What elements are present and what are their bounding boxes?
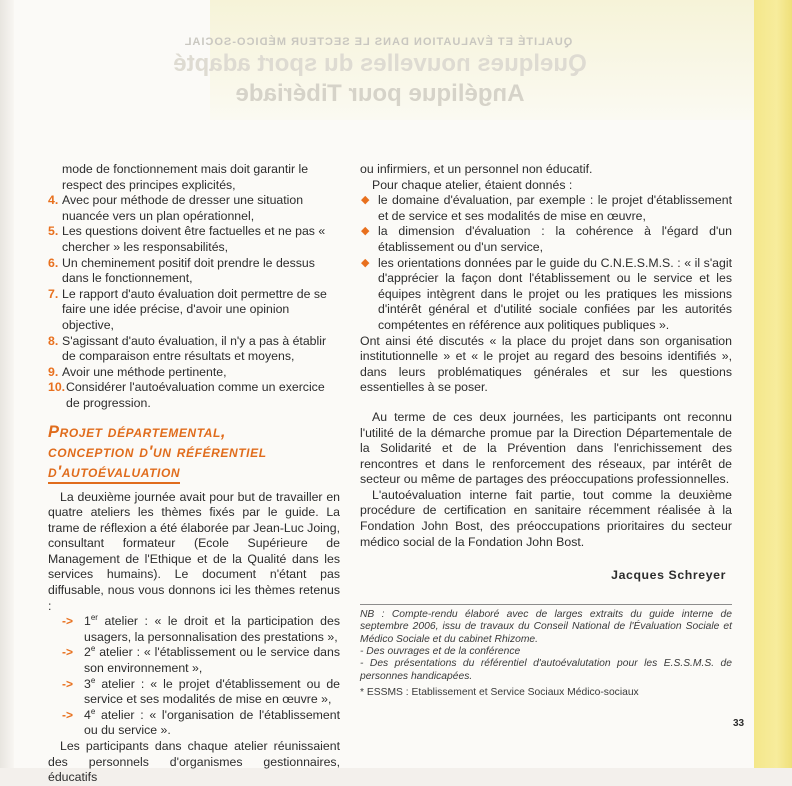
list-item [48,256,340,287]
section-heading-line: d'autoévaluation [48,462,180,484]
section-heading-line: conception d'un référentiel [48,442,267,461]
body-paragraph: ou infirmiers, et un personnel non éducatif. [360,162,593,176]
footnote: * ESSMS : Etablissement et Service Sociaux Médico-sociaux [360,687,639,699]
yellow-edge-strip [754,0,792,768]
diamond-bullet-icon: ◆ [361,256,370,269]
list-item-text: mode de fonctionnement mais doit garantir le respect des principes explicités, [62,162,309,192]
arrow-icon: -> [62,614,74,629]
arrow-icon: -> [62,645,74,660]
list-item [48,287,340,334]
diamond-bullet-icon: ◆ [361,225,370,238]
list-item-text: le domaine d'évaluation, par exemple : le projet d'établissement et de service et ses modalités de mise en œuvre, [378,193,732,223]
body-paragraph: Ont ainsi été discutés « la place du projet dans son organisation institutionnelle » et « le projet au regard des besoins identifiés », dans leurs problématiques générales et sur les questions essentielles à se poser. [360,333,732,395]
body-paragraph: Pour chaque atelier, étaient donnés : [372,177,573,192]
list-item-text: les orientations données par le guide du C.N.E.S.M.S. : « il s'agit d'apprécier la façon dont l'établissement ou le service et les équipes intègrent dans le projet ou les pratiques les missions d'intérêt général et d'utilité sociale confiées par les autorités compétentes en référence aux politiques publiques ». [378,255,732,332]
body-paragraph: Au terme de ces deux journées, les participants ont reconnu l'utilité de la démarche promue par la Direction Départementale de la Solidarité et de la Prévention dans l'enrichissement des rencontres et dans le renforcement des réseaux, par intérêt de secteur ou même de partages des préoccupations professionnelles. [360,409,732,487]
note-item: - Des ouvrages et de la conférence [360,646,521,658]
list-number: 9. [48,364,59,379]
list-item [62,677,340,708]
list-item [48,193,340,224]
editorial-note [360,604,732,700]
atelier-elements-list [360,193,732,333]
page-gutter-shade [0,0,14,768]
arrow-icon: -> [62,676,74,691]
list-item-text: Avoir une méthode pertinente, [62,364,227,379]
section-heading [48,422,340,484]
page-number: 33 [733,718,745,729]
section-heading-line: Projet départemental, [48,422,227,441]
list-item-text: Un cheminement positif doit prendre le dessus dans le fonctionnement, [62,255,315,286]
list-item [360,193,732,224]
list-item-text: S'agissant d'auto évaluation, il n'y a pas à établir de comparaison entre résultats et moyens, [62,333,327,364]
body-paragraph: La deuxième journée avait pour but de travailler en quatre ateliers les thèmes fixés par le guide. La trame de réflexion a été élaborée par Jean-Luc Joing, consultant formateur (Ecole Supérieure de Management de l'Ethique et de la Qualité dans les services humains). Le document n'étant pas diffusable, nous vous donnons ici les thèmes retenus : [48,489,340,613]
list-item-text: Considérer l'autoévaluation comme un exercice de progression. [66,380,325,410]
principles-list [48,162,340,412]
atelier-ordinal: e [90,706,96,716]
atelier-number: 4 [84,707,91,722]
list-item-text: atelier : « l'organisation de l'établissement ou du service ». [84,707,340,738]
atelier-number: 3 [84,676,91,691]
atelier-ordinal: e [90,644,96,654]
list-item-text: Les questions doivent être factuelles et ne pas « chercher » les responsabilités, [62,224,326,254]
list-item-text: la dimension d'évaluation : la cohérence à l'égard d'un établissement ou d'un service, [378,224,732,254]
list-item [48,224,340,255]
show-through-kicker: QUALITÉ ET ÉVALUATION DANS LE SECTEUR MÉDICO-SOCIAL [183,36,573,48]
list-item-text: atelier : « l'établissement ou le service dans son environnement », [84,645,340,676]
list-number: 10. [48,380,66,395]
list-item-text: Avec pour méthode de dresser une situation nuancée vers un plan opérationnel, [62,193,304,223]
show-through-subtitle: Angélique pour Tibériade [235,80,525,107]
list-item [62,614,340,645]
list-item-text: atelier : « le droit et la participation des usagers, la personnalisation des prestations », [84,614,340,644]
list-item [62,645,340,676]
list-number: 6. [48,255,59,270]
body-paragraph: Les participants dans chaque atelier réunissaient des personnels d'organismes gestionnaires, éducatifs [48,739,340,785]
right-column [360,162,732,700]
list-item-text: atelier : « le projet d'établissement ou de service et ses modalités de mise en œuvre », [84,676,340,707]
arrow-icon: -> [62,707,74,722]
author-signature: Jacques Schreyer [611,568,726,583]
paragraph-spacer [360,396,732,410]
list-item [48,365,340,381]
list-item [360,224,732,255]
atelier-ordinal: e [90,675,96,685]
list-item [48,162,340,193]
note-item: - Des présentations du référentiel d'autoévalutation pour les E.S.S.M.S. de personnes handicapées. [360,658,732,682]
list-number: 8. [48,333,59,348]
list-item [48,380,340,411]
body-paragraph: L'autoévaluation interne fait partie, tout comme la deuxième procédure de certification en sanitaire récemment réalisée à la Fondation John Bost, des préoccupations prioritaires du secteur médico social de la Fondation John Bost. [360,487,732,549]
list-number: 4. [48,193,59,208]
list-item [62,708,340,739]
list-number: 5. [48,224,59,239]
atelier-number: 1 [84,614,91,629]
ateliers-list [48,614,340,739]
show-through-title: Quelques nouvelles du sport adapté [173,50,587,77]
left-column [48,162,340,786]
list-item-text: Le rapport d'auto évaluation doit permettre de se faire une idée précise, d'avoir une opinion objective, [62,286,327,332]
atelier-number: 2 [84,645,91,660]
note-text: NB : Compte-rendu élaboré avec de larges extraits du guide interne de septembre 2006, issu de travaux du Conseil National de l'Évaluation Sociale et Médico Sociale et du cabinet Rhizome. [360,604,732,646]
list-number: 7. [48,286,59,301]
list-item [48,334,340,365]
diamond-bullet-icon: ◆ [361,194,370,207]
atelier-ordinal: er [90,613,98,623]
list-item [360,256,732,334]
